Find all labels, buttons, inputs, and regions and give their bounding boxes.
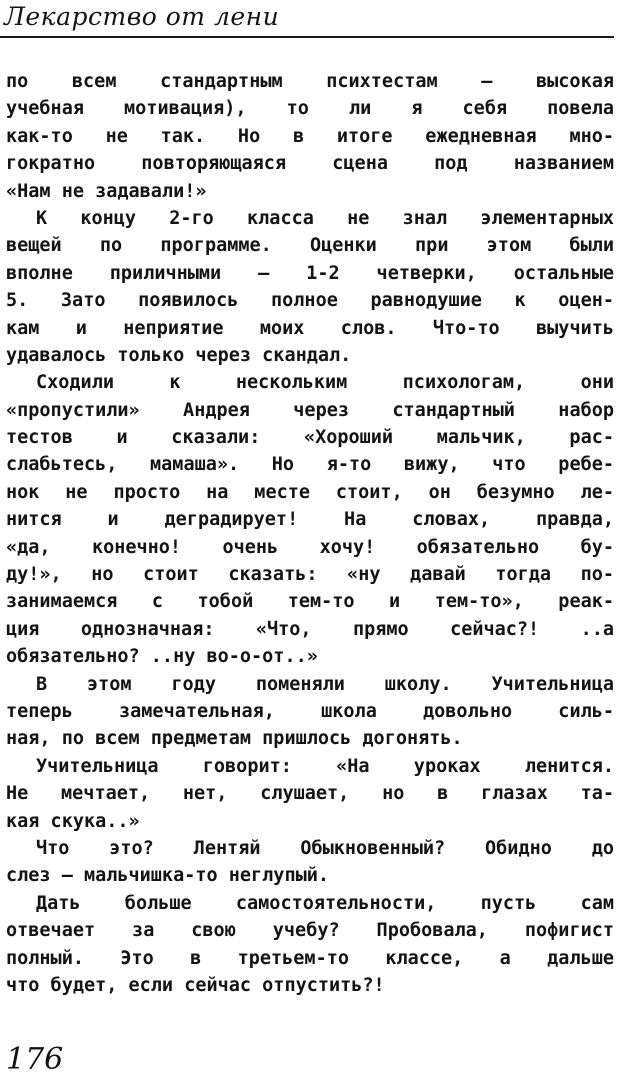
text-line: гократно повторяющаяся сцена под названием bbox=[6, 153, 614, 175]
text-line: В этом году поменяли школу. Учительница bbox=[36, 673, 614, 695]
text-line: Не мечтает, нет, слушает, но в глазах та- bbox=[6, 783, 614, 805]
text-line: 5. Зато появилось полное равнодушие к оцен- bbox=[6, 290, 614, 312]
text-line: тестов и сказали: «Хороший мальчик, рас- bbox=[6, 427, 614, 449]
text-line: Что это? Лентяй Обыкновенный? Обидно до bbox=[36, 837, 614, 859]
text-line: что будет, если сейчас отпустить?! bbox=[6, 974, 385, 996]
text-line: по всем стандартным психтестам — высокая bbox=[6, 71, 614, 92]
text-line: «Нам не задавали!» bbox=[6, 180, 207, 202]
text-line: занимаемся с тобой тем-то и тем-то», реак- bbox=[6, 591, 614, 613]
text-line: как-то не так. Но в итоге ежедневная мно- bbox=[6, 125, 614, 147]
text-line: кая скука..» bbox=[6, 810, 140, 832]
text-line: удавалось только через скандал. bbox=[6, 344, 352, 366]
text-line: полный. Это в третьем-то классе, а дальше bbox=[6, 947, 614, 969]
text-line: отвечает за свою учебу? Пробовала, пофигист bbox=[6, 920, 614, 942]
text-line: слез — мальчишка-то неглупый. bbox=[6, 865, 330, 887]
text-line: учебная мотивация), то ли я себя повела bbox=[6, 98, 614, 120]
text-line: ду!», но стоит сказать: «ну давай тогда по- bbox=[6, 564, 614, 586]
text-line: Дать больше самостоятельности, пусть сам bbox=[36, 892, 614, 914]
text-line: «пропустили» Андрея через стандартный набор bbox=[6, 399, 614, 421]
running-head: Лекарство от лени bbox=[4, 2, 280, 31]
body-text bbox=[6, 68, 614, 999]
text-line: нок не просто на месте стоит, он безумно ле- bbox=[6, 481, 614, 503]
header-rule bbox=[0, 36, 614, 38]
text-line: ция однозначная: «Что, прямо сейчас?! ..а bbox=[6, 618, 614, 640]
text-line: ная, по всем предметам пришлось догонять. bbox=[6, 728, 463, 750]
text-line: «да, конечно! очень хочу! обязательно бу- bbox=[6, 536, 614, 558]
text-line: слабьтесь, мамаша». Но я-то вижу, что ребе- bbox=[6, 454, 614, 476]
text-line: кам и неприятие моих слов. Что-то выучить bbox=[6, 317, 614, 339]
text-line: Сходили к нескольким психологам, они bbox=[36, 372, 614, 394]
text-line: обязательно? ..ну во-о-от..» bbox=[6, 646, 318, 668]
page-number: 176 bbox=[6, 1042, 64, 1077]
text-line: нится и деградирует! На словах, правда, bbox=[6, 509, 614, 531]
text-line: вещей по программе. Оценки при этом были bbox=[6, 235, 614, 257]
text-line: теперь замечательная, школа довольно силь- bbox=[6, 700, 614, 722]
text-line: вполне приличными — 1-2 четверки, остальные bbox=[6, 262, 614, 284]
text-line: К концу 2-го класса не знал элементарных bbox=[36, 207, 614, 229]
text-line: Учительница говорит: «На уроках ленится. bbox=[36, 755, 614, 777]
